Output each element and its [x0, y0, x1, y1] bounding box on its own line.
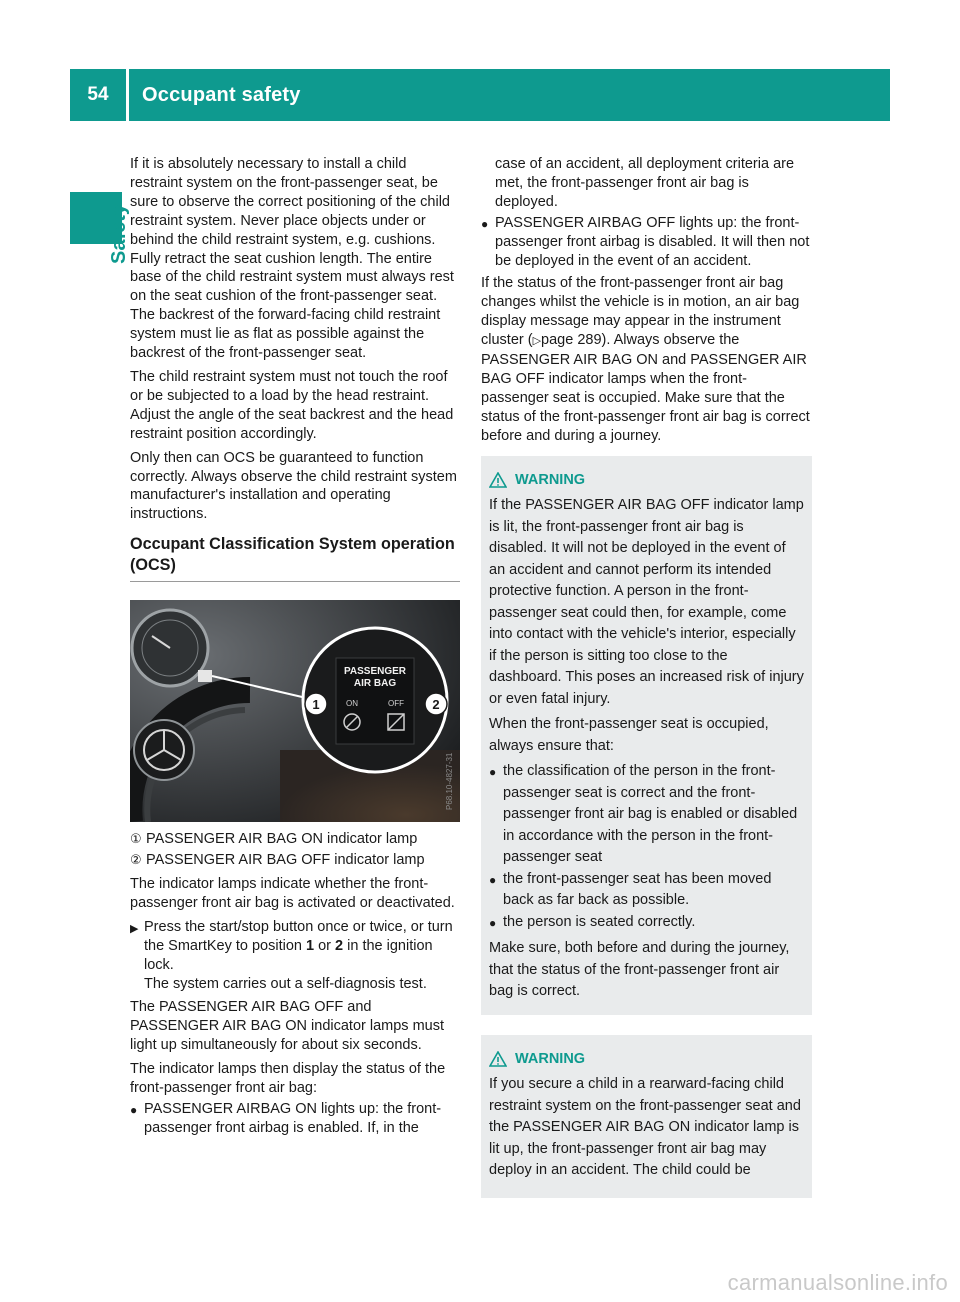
warning-triangle-icon [489, 472, 507, 488]
bullet-text: the classification of the person in the front-passenger seat is correct and the front-passenger front air bag is enabled or disabled in accordance with the person in the front-passenger seat [503, 763, 798, 866]
bullet-text: the person is seated correctly. [503, 913, 696, 930]
warning-bullet [489, 761, 804, 869]
warning-text: Make sure, both before and during the journey, that the status of the front-passenger front air bag is correct. [489, 940, 790, 1000]
paragraph: The PASSENGER AIR BAG OFF and PASSENGER AIR BAG ON indicator lamps must light up simultaneously for about six seconds. [130, 999, 444, 1054]
paragraph: Only then can OCS be guaranteed to function correctly. Always observe the child restraint system manufacturer's installation and operating instructions. [130, 449, 457, 523]
instrument-dial [132, 610, 208, 686]
legend-text: PASSENGER AIR BAG OFF indicator lamp [146, 852, 425, 869]
warning-header [489, 470, 804, 492]
page-ref-link[interactable]: page 289 [541, 332, 602, 349]
warning-triangle-icon [489, 1051, 507, 1067]
paragraph: The indicator lamps then display the status of the front-passenger front air bag: [130, 1061, 446, 1097]
page-title: Occupant safety [142, 84, 301, 106]
bullet-text: PASSENGER AIRBAG ON lights up: the front-passenger front airbag is enabled. If, in the [144, 1101, 442, 1136]
header-separator [126, 69, 129, 121]
bullet-icon: ● [130, 1103, 138, 1117]
warning-box [481, 456, 812, 1015]
page-header [70, 69, 890, 121]
legend-item [130, 830, 460, 849]
warning-bullet [489, 869, 804, 912]
warning-box [481, 1035, 812, 1198]
callout-2 [425, 693, 447, 715]
heading-rule [130, 581, 460, 582]
indicator-lamps-small [198, 670, 212, 682]
paragraph: The indicator lamps indicate whether the front-passenger front air bag is activated or deactivated. [130, 876, 455, 911]
page-number: 54 [87, 84, 109, 105]
ocs-figure [130, 600, 460, 822]
warning-text: When the front-passenger seat is occupied, always ensure that: [489, 716, 769, 754]
panel-line1: PASSENGER [343, 666, 407, 678]
svg-text:1: 1 [312, 697, 320, 713]
step-result: The system carries out a self-diagnosis test. [144, 975, 427, 992]
warning-label: WARNING [515, 1050, 586, 1067]
warning-header [489, 1049, 804, 1071]
section-heading: Occupant Classification System operation (OCS) [130, 535, 455, 575]
warning-text: If you secure a child in a rearward-facing child restraint system on the front-passenger seat and the PASSENGER AIR BAG ON indicator lamp is lit up, the front-passenger front air bag may deploy in an accident. The child could be [489, 1076, 801, 1179]
figure-code: P68.10-4827-31 [445, 752, 454, 811]
step-arrow-icon: ▶ [130, 922, 139, 935]
callout-1 [305, 693, 327, 715]
bullet-icon: ● [489, 872, 497, 887]
bullet-text: the front-passenger seat has been moved back as far back as possible. [503, 870, 772, 909]
legend-marker: ① [130, 831, 142, 847]
bullet-item-continued [481, 155, 812, 212]
bullet-text: PASSENGER AIRBAG OFF lights up: the front-passenger front airbag is disabled. It will then not be deployed in the event of an accident. [495, 214, 810, 269]
paragraph: The child restraint system must not touch the roof or be subjected to a load by the head restraint. Adjust the angle of the seat backrest and the head restraint position accordingly. [130, 368, 454, 442]
on-label: ON [346, 699, 358, 709]
bullet-item [130, 1100, 460, 1138]
legend-marker: ② [130, 852, 142, 868]
page-ref-arrow-icon: ▷ [532, 335, 542, 348]
off-label: OFF [388, 699, 404, 709]
bullet-text: case of an accident, all deployment criteria are met, the front-passenger front air bag is deployed. [495, 156, 795, 210]
left-column [130, 155, 460, 1140]
bullet-icon: ● [489, 915, 497, 930]
paragraph: If it is absolutely necessary to install a child restraint system on the front-passenger seat, be sure to observe the correct positioning of the child restraint system. Never place objects under or behind the child restraint system, e.g. cushions. Fully retract the seat cushion length. The entire base of the child restraint system must always rest on the seat cushion of the front-passenger seat. The backrest of the forward-facing child restraint system must lie as flat as possible against the backrest of the front-passenger seat. [130, 156, 454, 362]
warning-label: WARNING [515, 471, 586, 488]
watermark: carmanualsonline.info [727, 1270, 948, 1295]
instruction-step [130, 918, 460, 994]
legend-item [130, 851, 460, 870]
warning-bullet [489, 912, 804, 935]
step-text: Press the start/stop button once or twice, or turn the SmartKey to position 1 or 2 in the ignition lock. The system carries out a self-diagnosis test. [144, 918, 453, 992]
panel-line2: AIR BAG [353, 678, 397, 690]
right-column [481, 155, 812, 1198]
bullet-item [481, 214, 812, 271]
svg-text:2: 2 [432, 697, 440, 713]
bullet-icon: ● [489, 765, 497, 780]
warning-text: If the PASSENGER AIR BAG OFF indicator lamp is lit, the front-passenger front air bag is disabled. It will not be deployed in the event of an accident and cannot perform its intended protective function. A person in the front-passenger seat could then, for example, come into contact with the vehicle's interior, especially if the person is sitting too close to the dashboard. This poses an increased risk of injury or even fatal injury. [489, 497, 804, 707]
paragraph: If the status of the front-passenger front air bag changes whilst the vehicle is in motion, an air bag display message may appear in the instrument cluster (▷page 289). Always observe the PASSENGER AIR BAG ON and PASSENGER AIR BAG OFF indicator lamps when the front-passenger seat is occupied. Make sure that the status of the front-passenger front air bag is correct before and during a journey. [481, 275, 810, 444]
side-tab-label: Safety [108, 203, 130, 264]
bullet-icon: ● [481, 216, 489, 231]
legend-text: PASSENGER AIR BAG ON indicator lamp [146, 831, 418, 848]
